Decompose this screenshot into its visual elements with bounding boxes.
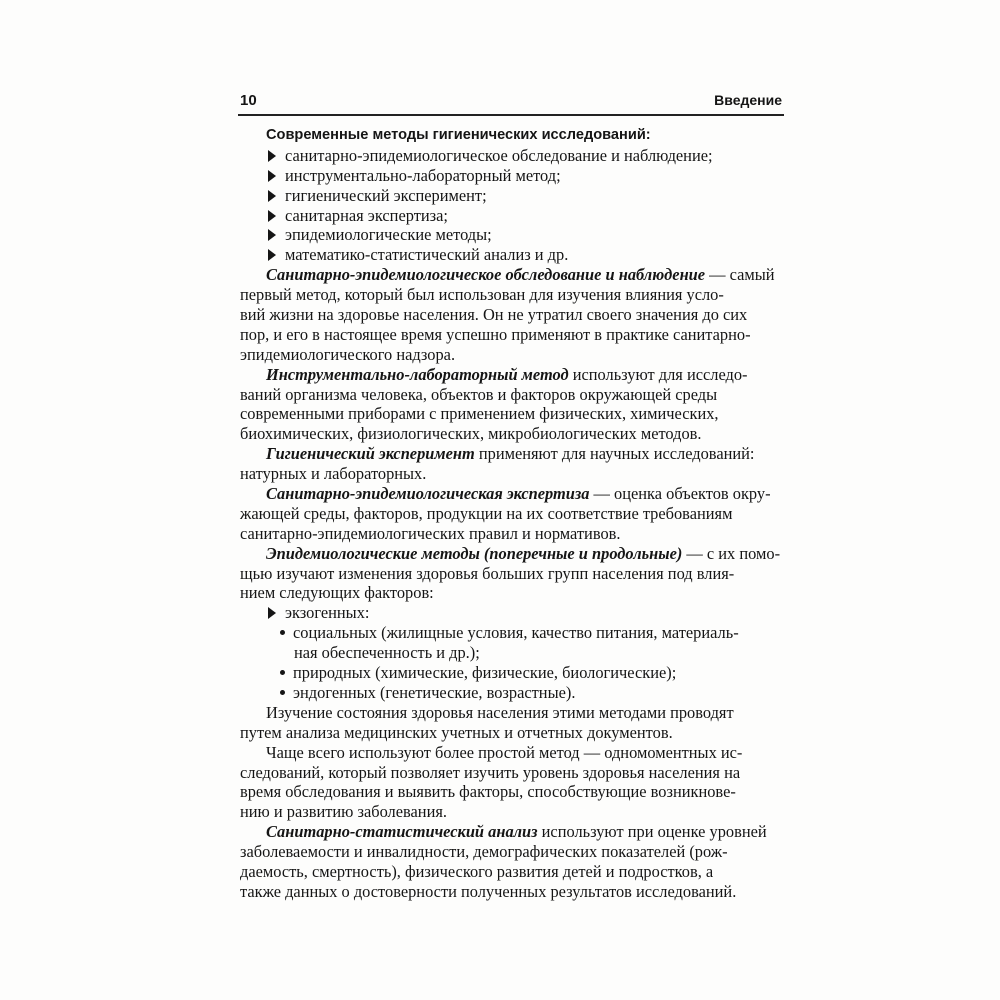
term-statistical: Санитарно-статистический анализ	[266, 822, 538, 842]
triangle-bullet-icon	[268, 190, 276, 202]
paragraph-line	[240, 822, 780, 842]
triangle-bullet-icon	[268, 607, 276, 619]
paragraph-line: жающей среды, факторов, продукции на их соответствие требованиям	[240, 503, 733, 523]
list-item-text: математико-статистический анализ и др.	[285, 245, 569, 265]
triangle-bullet-icon	[268, 210, 276, 222]
paragraph-line: первый метод, который был использован для изучения влияния усло-	[240, 285, 724, 305]
list-item	[240, 206, 780, 226]
paragraph-line	[240, 484, 780, 504]
paragraph-line: вий жизни на здоровье населения. Он не утратил своего значения до сих	[240, 305, 748, 325]
paragraph-line: санитарно-эпидемиологических правил и нормативов.	[240, 523, 621, 543]
page-number: 10	[240, 92, 257, 109]
paragraph-line	[240, 265, 780, 285]
triangle-bullet-icon	[268, 170, 276, 182]
list-item	[240, 225, 780, 245]
text-run: — самый	[705, 265, 775, 285]
sub-list-item	[240, 683, 780, 703]
term-experiment: Гигиенический эксперимент	[266, 444, 475, 464]
list-item	[240, 603, 780, 623]
sub-list-item	[240, 623, 780, 643]
text-run: используют для исследо-	[568, 364, 748, 384]
methods-heading: Современные методы гигиенических исследований:	[266, 127, 651, 143]
text-run: используют при оценке уровней	[537, 822, 767, 842]
list-item-text: санитарная экспертиза;	[285, 205, 448, 225]
paragraph-line: современными приборами с применением физических, химических,	[240, 404, 719, 424]
text-run: — оценка объектов окру-	[589, 484, 771, 504]
paragraph-line: эпидемиологического надзора.	[240, 344, 456, 364]
paragraph-line: Чаще всего используют более простой метод — одномоментных ис-	[266, 742, 743, 762]
term-expertise: Санитарно-эпидемиологическая экспертиза	[266, 484, 590, 504]
paragraph-line: нию и развитию заболевания.	[240, 802, 447, 822]
triangle-bullet-icon	[268, 150, 276, 162]
triangle-bullet-icon	[268, 229, 276, 241]
paragraph-line: даемость, смертность), физического развития детей и подростков, а	[240, 861, 714, 881]
page-header	[238, 92, 784, 116]
paragraph-line: время обследования и выявить факторы, способствующие возникнове-	[240, 782, 736, 802]
sub-list-item-text: социальных (жилищные условия, качество питания, материаль-	[293, 623, 739, 643]
list-item	[240, 186, 780, 206]
paragraph-line: натурных и лабораторных.	[240, 464, 427, 484]
text-run: — с их помо-	[682, 543, 781, 563]
triangle-bullet-icon	[268, 249, 276, 261]
list-item-text: санитарно-эпидемиологическое обследование и наблюдение;	[285, 145, 713, 165]
list-item	[240, 166, 780, 186]
body-text	[240, 126, 780, 902]
section-title: Введение	[714, 92, 782, 108]
list-item-text: инструментально-лабораторный метод;	[285, 165, 561, 185]
sub-list-item-text: эндогенных (генетические, возрастные).	[293, 682, 576, 702]
text-run: применяют для научных исследований:	[474, 444, 755, 464]
paragraph-line: пор, и его в настоящее время успешно применяют в практике санитарно-	[240, 324, 751, 344]
dot-bullet-icon	[280, 630, 285, 635]
paragraph-line: биохимических, физиологических, микробиологических методов.	[240, 424, 702, 444]
paragraph-line: Изучение состояния здоровья населения этими методами проводят	[266, 702, 734, 722]
paragraph-line: нием следующих факторов:	[240, 583, 434, 603]
paragraph-line: также данных о достоверности полученных результатов исследований.	[240, 881, 737, 901]
list-item-text: эпидемиологические методы;	[285, 225, 492, 245]
list-item-text: гигиенический эксперимент;	[285, 185, 487, 205]
term-instrumental: Инструментально-лабораторный метод	[266, 364, 569, 384]
term-epidemiological: Эпидемиологические методы (поперечные и продольные)	[266, 543, 683, 563]
paragraph-line: заболеваемости и инвалидности, демографических показателей (рож-	[240, 842, 728, 862]
list-item	[240, 245, 780, 265]
dot-bullet-icon	[280, 670, 285, 675]
dot-bullet-icon	[280, 690, 285, 695]
paragraph-line	[240, 365, 780, 385]
sub-list-item-continuation: ная обеспеченность и др.);	[294, 643, 480, 663]
paragraph-line: следований, который позволяет изучить уровень здоровья населения на	[240, 762, 741, 782]
paragraph-line	[240, 444, 780, 464]
sub-list-item-text: природных (химические, физические, биологические);	[293, 663, 677, 683]
list-item	[240, 146, 780, 166]
paragraph-line: щью изучают изменения здоровья больших групп населения под влия-	[240, 563, 735, 583]
list-item-text: экзогенных:	[285, 603, 370, 623]
paragraph-line: путем анализа медицинских учетных и отчетных документов.	[240, 722, 673, 742]
paragraph-line	[240, 544, 780, 564]
term-survey: Санитарно-эпидемиологическое обследование и наблюдение	[266, 265, 706, 285]
paragraph-line: ваний организма человека, объектов и факторов окружающей среды	[240, 384, 718, 404]
sub-list-item	[240, 663, 780, 683]
